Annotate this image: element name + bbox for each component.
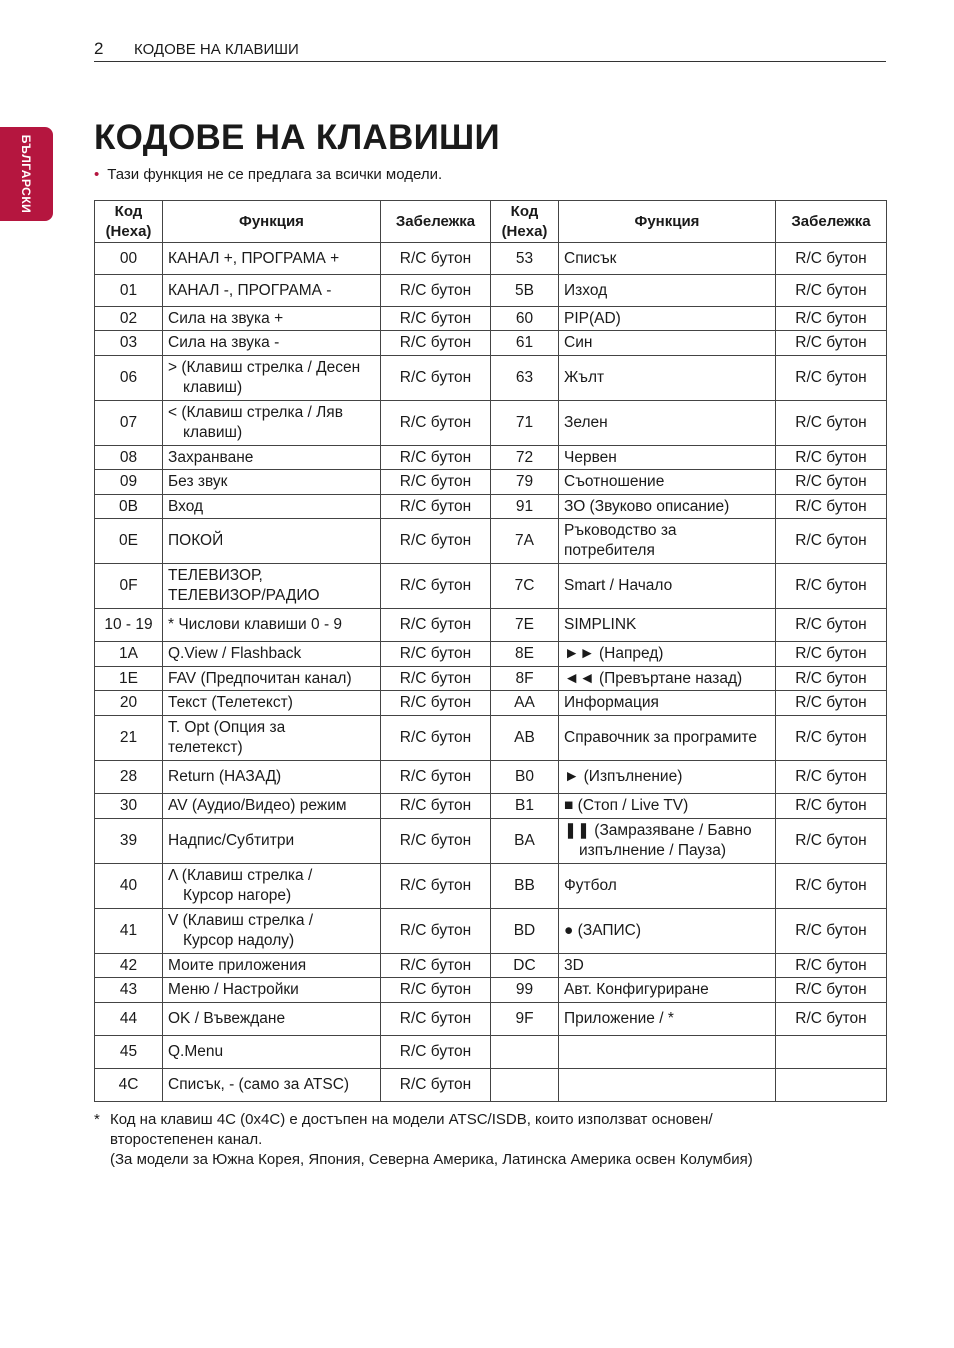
cell-line: > (Клавиш стрелка / Десен xyxy=(168,359,361,376)
note-cell: R/C бутон xyxy=(381,564,491,609)
function-cell xyxy=(163,864,381,909)
code-cell-2: 5B xyxy=(491,275,559,307)
code-cell-2: 71 xyxy=(491,401,559,446)
note-cell-2: R/C бутон xyxy=(776,519,887,564)
function-cell-2: ЗО (Звуково описание) xyxy=(559,495,776,519)
table-row xyxy=(95,470,887,495)
col-header-code: Код (Hexa) xyxy=(95,201,163,243)
note-cell-2: R/C бутон xyxy=(776,1003,887,1036)
function-cell: ПОКОЙ xyxy=(163,519,381,564)
table-row xyxy=(95,864,887,909)
code-cell: 09 xyxy=(95,470,163,495)
note-cell: R/C бутон xyxy=(381,864,491,909)
code-cell-2: BB xyxy=(491,864,559,909)
note-cell: R/C бутон xyxy=(381,642,491,667)
function-cell: Списък, - (само за ATSC) xyxy=(163,1069,381,1102)
note-cell-2: R/C бутон xyxy=(776,667,887,691)
code-cell: 01 xyxy=(95,275,163,307)
code-cell: 44 xyxy=(95,1003,163,1036)
code-cell: 40 xyxy=(95,864,163,909)
code-cell-2: 79 xyxy=(491,470,559,495)
running-section-title: КОДОВЕ НА КЛАВИШИ xyxy=(134,41,299,58)
code-cell-2: 60 xyxy=(491,307,559,331)
note-cell-2: R/C бутон xyxy=(776,716,887,761)
table-row xyxy=(95,446,887,470)
function-cell: OK / Въвеждане xyxy=(163,1003,381,1036)
code-cell-2: AB xyxy=(491,716,559,761)
page-title: КОДОВЕ НА КЛАВИШИ xyxy=(94,118,500,157)
function-cell: КАНАЛ -, ПРОГРАМА - xyxy=(163,275,381,307)
table-row xyxy=(95,1036,887,1069)
note-cell: R/C бутон xyxy=(381,243,491,275)
code-cell: 06 xyxy=(95,356,163,401)
code-cell: 1E xyxy=(95,667,163,691)
note-cell: R/C бутон xyxy=(381,307,491,331)
note-cell: R/C бутон xyxy=(381,1036,491,1069)
code-cell-2: 72 xyxy=(491,446,559,470)
note-cell-2: R/C бутон xyxy=(776,642,887,667)
function-cell: Без звук xyxy=(163,470,381,495)
table-header-row xyxy=(95,201,887,243)
code-cell: 08 xyxy=(95,446,163,470)
note-cell-2: R/C бутон xyxy=(776,819,887,864)
function-cell: Q.Menu xyxy=(163,1036,381,1069)
language-side-tab xyxy=(0,127,53,221)
note-cell-2: R/C бутон xyxy=(776,564,887,609)
function-cell: Моите приложения xyxy=(163,954,381,978)
note-cell-2: R/C бутон xyxy=(776,307,887,331)
cell-line: телетекст) xyxy=(168,739,243,756)
col-header-function-2: Функция xyxy=(559,201,776,243)
table-row xyxy=(95,761,887,794)
note-cell-2 xyxy=(776,1036,887,1069)
function-cell-2: Син xyxy=(559,331,776,356)
function-cell xyxy=(163,909,381,954)
function-cell: Q.View / Flashback xyxy=(163,642,381,667)
code-cell: 28 xyxy=(95,761,163,794)
page-header xyxy=(94,39,886,62)
note-cell-2: R/C бутон xyxy=(776,954,887,978)
table-row xyxy=(95,1003,887,1036)
function-cell xyxy=(163,564,381,609)
note-cell: R/C бутон xyxy=(381,1069,491,1102)
note-cell: R/C бутон xyxy=(381,819,491,864)
cell-line: Λ (Клавиш стрелка / xyxy=(168,867,313,884)
code-cell: 43 xyxy=(95,978,163,1003)
note-cell-2: R/C бутон xyxy=(776,978,887,1003)
table-row xyxy=(95,331,887,356)
code-cell-2: 8E xyxy=(491,642,559,667)
col-header-function: Функция xyxy=(163,201,381,243)
note-cell: R/C бутон xyxy=(381,978,491,1003)
table-row xyxy=(95,609,887,642)
function-cell-2: ■ (Стоп / Live TV) xyxy=(559,794,776,819)
code-cell: 39 xyxy=(95,819,163,864)
footnote-marker: * xyxy=(94,1111,100,1128)
function-cell-2: ◄◄ (Превъртане назад) xyxy=(559,667,776,691)
code-cell-2 xyxy=(491,1069,559,1102)
code-cell-2: B1 xyxy=(491,794,559,819)
note-cell: R/C бутон xyxy=(381,275,491,307)
code-cell: 42 xyxy=(95,954,163,978)
footnote-line: (За модели за Южна Корея, Япония, Северна Америка, Латинска Америка освен Колумбия) xyxy=(110,1151,753,1168)
code-cell: 4C xyxy=(95,1069,163,1102)
cell-line: Ръководство за xyxy=(564,522,677,539)
footnote xyxy=(94,1110,870,1170)
table-row xyxy=(95,716,887,761)
cell-line: Курсор нагоре) xyxy=(183,887,292,904)
table-row xyxy=(95,356,887,401)
note-cell-2: R/C бутон xyxy=(776,470,887,495)
code-cell-2: BD xyxy=(491,909,559,954)
note-cell: R/C бутон xyxy=(381,954,491,978)
cell-line: изпълнение / Пауза) xyxy=(579,842,727,859)
note-cell: R/C бутон xyxy=(381,909,491,954)
cell-line: клавиш) xyxy=(183,424,243,441)
note-cell: R/C бутон xyxy=(381,495,491,519)
cell-line: ТЕЛЕВИЗОР, xyxy=(168,567,263,584)
code-cell: 02 xyxy=(95,307,163,331)
note-cell-2: R/C бутон xyxy=(776,275,887,307)
function-cell-2: ► (Изпълнение) xyxy=(559,761,776,794)
function-cell-2: Червен xyxy=(559,446,776,470)
key-codes-table xyxy=(94,200,887,1102)
function-cell: FAV (Предпочитан канал) xyxy=(163,667,381,691)
cell-line: ❚❚ (Замразяване / Бавно xyxy=(564,822,752,839)
function-cell: Сила на звука + xyxy=(163,307,381,331)
function-cell-2: Приложение / * xyxy=(559,1003,776,1036)
note-cell: R/C бутон xyxy=(381,667,491,691)
function-cell xyxy=(163,401,381,446)
code-cell: 21 xyxy=(95,716,163,761)
function-cell-2: Зелен xyxy=(559,401,776,446)
function-cell-2: Футбол xyxy=(559,864,776,909)
function-cell-2: ►► (Напред) xyxy=(559,642,776,667)
function-cell: Вход xyxy=(163,495,381,519)
function-cell: Сила на звука - xyxy=(163,331,381,356)
function-cell-2 xyxy=(559,819,776,864)
function-cell-2 xyxy=(559,1036,776,1069)
function-cell xyxy=(163,716,381,761)
table-row xyxy=(95,954,887,978)
function-cell-2: Авт. Конфигуриране xyxy=(559,978,776,1003)
table-row xyxy=(95,1069,887,1102)
code-cell: 00 xyxy=(95,243,163,275)
table-row xyxy=(95,691,887,716)
function-cell-2: Изход xyxy=(559,275,776,307)
table-row xyxy=(95,819,887,864)
cell-line: потребителя xyxy=(564,542,655,559)
code-cell: 0E xyxy=(95,519,163,564)
note-cell-2: R/C бутон xyxy=(776,609,887,642)
note-cell: R/C бутон xyxy=(381,519,491,564)
cell-line: Курсор надолу) xyxy=(183,932,295,949)
function-cell-2: ● (ЗАПИС) xyxy=(559,909,776,954)
note-cell: R/C бутон xyxy=(381,331,491,356)
code-cell: 30 xyxy=(95,794,163,819)
function-cell-2: Smart / Начало xyxy=(559,564,776,609)
cell-line: V (Клавиш стрелка / xyxy=(168,912,314,929)
cell-line: ТЕЛЕВИЗОР/РАДИО xyxy=(168,587,320,604)
code-cell: 07 xyxy=(95,401,163,446)
table-row xyxy=(95,519,887,564)
code-cell-2: DC xyxy=(491,954,559,978)
function-cell: Текст (Телетекст) xyxy=(163,691,381,716)
note-cell-2: R/C бутон xyxy=(776,243,887,275)
function-cell-2 xyxy=(559,1069,776,1102)
function-cell-2: Справочник за програмите xyxy=(559,716,776,761)
table-row xyxy=(95,794,887,819)
note-cell-2: R/C бутон xyxy=(776,495,887,519)
function-cell: Надпис/Субтитри xyxy=(163,819,381,864)
code-cell-2: B0 xyxy=(491,761,559,794)
availability-note xyxy=(94,166,442,183)
col-header-note-2: Забележка xyxy=(776,201,887,243)
note-cell-2 xyxy=(776,1069,887,1102)
table-row xyxy=(95,243,887,275)
note-cell: R/C бутон xyxy=(381,761,491,794)
function-cell: * Числови клавиши 0 - 9 xyxy=(163,609,381,642)
note-cell: R/C бутон xyxy=(381,609,491,642)
table-row xyxy=(95,495,887,519)
note-cell: R/C бутон xyxy=(381,446,491,470)
function-cell-2: PIP(AD) xyxy=(559,307,776,331)
note-cell-2: R/C бутон xyxy=(776,331,887,356)
cell-line: T. Opt (Опция за xyxy=(168,719,286,736)
code-cell: 20 xyxy=(95,691,163,716)
function-cell xyxy=(163,356,381,401)
function-cell-2: Информация xyxy=(559,691,776,716)
note-cell: R/C бутон xyxy=(381,794,491,819)
code-cell-2 xyxy=(491,1036,559,1069)
note-cell-2: R/C бутон xyxy=(776,864,887,909)
col-header-code-2: Код (Hexa) xyxy=(491,201,559,243)
code-cell-2: AA xyxy=(491,691,559,716)
code-cell: 0F xyxy=(95,564,163,609)
code-cell-2: 7E xyxy=(491,609,559,642)
code-cell-2: BA xyxy=(491,819,559,864)
note-cell: R/C бутон xyxy=(381,401,491,446)
function-cell: Захранване xyxy=(163,446,381,470)
language-tab-label: БЪЛГАРСКИ xyxy=(19,134,33,214)
code-cell: 1A xyxy=(95,642,163,667)
code-cell: 03 xyxy=(95,331,163,356)
function-cell: AV (Аудио/Видео) режим xyxy=(163,794,381,819)
note-cell-2: R/C бутон xyxy=(776,446,887,470)
note-cell: R/C бутон xyxy=(381,691,491,716)
function-cell-2: 3D xyxy=(559,954,776,978)
note-cell: R/C бутон xyxy=(381,1003,491,1036)
table-row xyxy=(95,642,887,667)
function-cell-2 xyxy=(559,519,776,564)
note-cell-2: R/C бутон xyxy=(776,356,887,401)
page-number: 2 xyxy=(94,39,104,58)
table-row xyxy=(95,275,887,307)
table-row xyxy=(95,401,887,446)
footnote-line: второстепенен канал. xyxy=(110,1131,263,1148)
table-row xyxy=(95,564,887,609)
function-cell-2: Съотношение xyxy=(559,470,776,495)
code-cell: 45 xyxy=(95,1036,163,1069)
note-bullet: • xyxy=(94,166,100,183)
note-cell-2: R/C бутон xyxy=(776,401,887,446)
table-row xyxy=(95,307,887,331)
function-cell: КАНАЛ +, ПРОГРАМА + xyxy=(163,243,381,275)
code-cell: 41 xyxy=(95,909,163,954)
code-cell-2: 9F xyxy=(491,1003,559,1036)
code-cell-2: 8F xyxy=(491,667,559,691)
cell-line: < (Клавиш стрелка / Ляв xyxy=(168,404,343,421)
code-cell-2: 91 xyxy=(491,495,559,519)
col-header-note: Забележка xyxy=(381,201,491,243)
function-cell: Return (НАЗАД) xyxy=(163,761,381,794)
note-text: Тази функция не се предлага за всички модели. xyxy=(107,166,443,183)
note-cell: R/C бутон xyxy=(381,356,491,401)
code-cell-2: 53 xyxy=(491,243,559,275)
function-cell-2: Списък xyxy=(559,243,776,275)
code-cell-2: 99 xyxy=(491,978,559,1003)
note-cell-2: R/C бутон xyxy=(776,794,887,819)
table-row xyxy=(95,667,887,691)
code-cell-2: 7A xyxy=(491,519,559,564)
code-cell: 0B xyxy=(95,495,163,519)
note-cell-2: R/C бутон xyxy=(776,909,887,954)
table-row xyxy=(95,978,887,1003)
code-cell: 10 - 19 xyxy=(95,609,163,642)
note-cell: R/C бутон xyxy=(381,716,491,761)
note-cell: R/C бутон xyxy=(381,470,491,495)
cell-line: клавиш) xyxy=(183,379,243,396)
function-cell-2: Жълт xyxy=(559,356,776,401)
code-cell-2: 7C xyxy=(491,564,559,609)
function-cell-2: SIMPLINK xyxy=(559,609,776,642)
code-cell-2: 61 xyxy=(491,331,559,356)
footnote-line: Код на клавиш 4C (0x4C) е достъпен на модели ATSC/ISDB, които използват основен/ xyxy=(110,1111,713,1128)
function-cell: Меню / Настройки xyxy=(163,978,381,1003)
note-cell-2: R/C бутон xyxy=(776,691,887,716)
code-cell-2: 63 xyxy=(491,356,559,401)
table-row xyxy=(95,909,887,954)
note-cell-2: R/C бутон xyxy=(776,761,887,794)
